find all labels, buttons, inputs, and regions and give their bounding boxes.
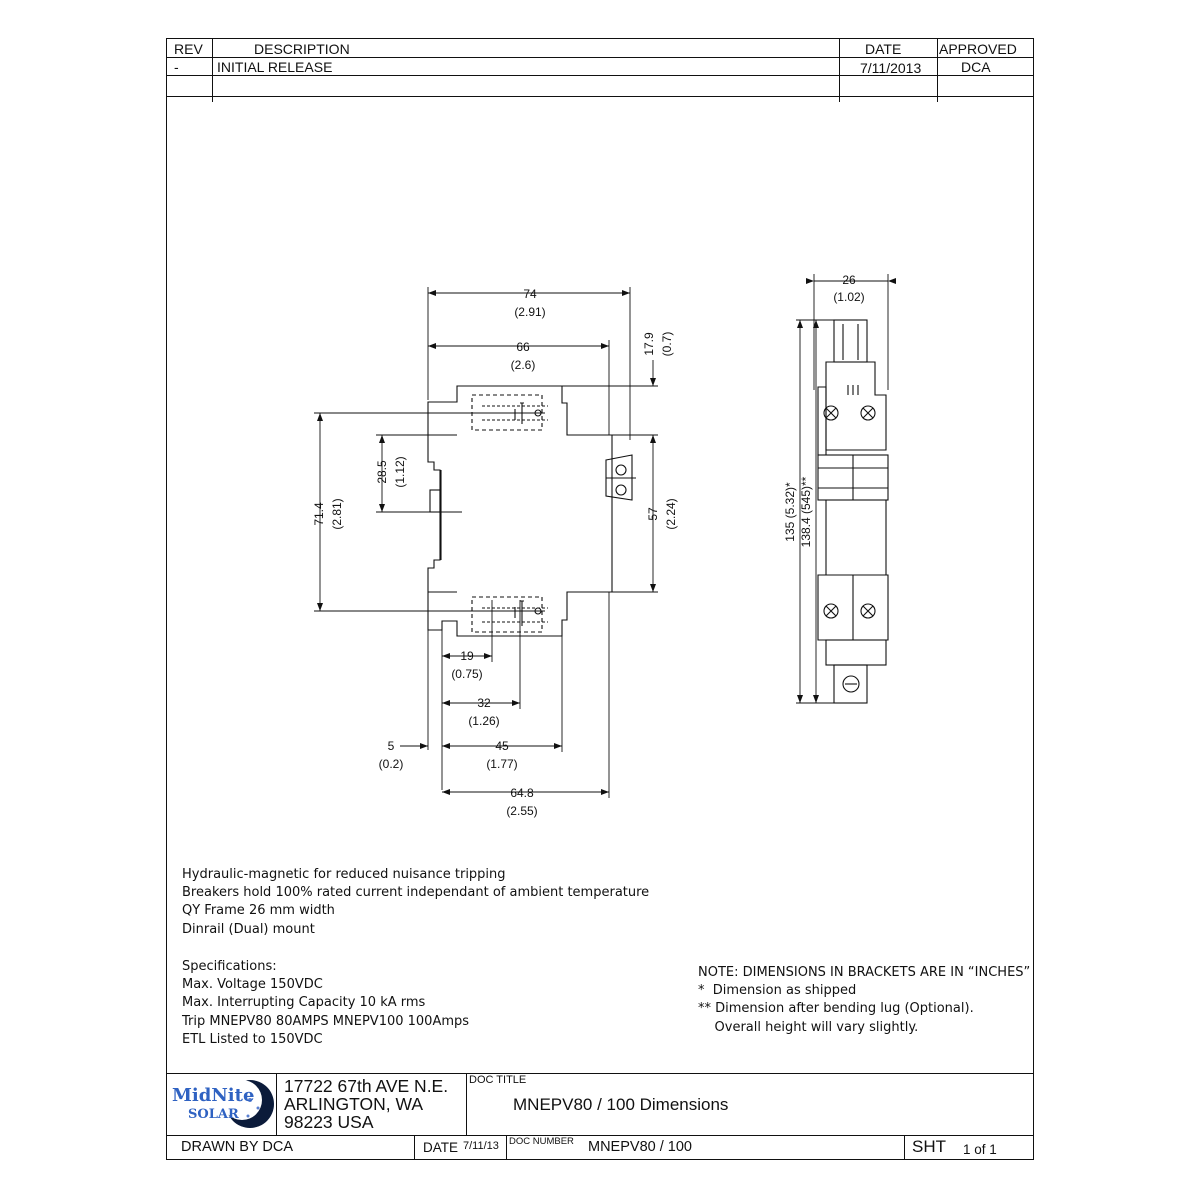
doc-number: MNEPV80 / 100 [588,1139,692,1155]
dim-71-4: 71.4 [312,502,326,526]
side-view-dimension-labels [783,273,865,547]
note-title: NOTE: DIMENSIONS IN BRACKETS ARE IN “INCHES” [698,965,1031,980]
description-value: INITIAL RELEASE [217,59,333,75]
note-line: * Dimension as shipped [698,983,857,999]
drawn-by: DRAWN BY DCA [181,1139,293,1155]
date-value: 7/11/13 [463,1140,499,1152]
dim-66-in: (2.6) [510,358,536,372]
doc-number-label: DOC NUMBER [509,1136,574,1147]
dim-66: 66 [516,340,530,354]
date-label: DATE [423,1140,459,1155]
spec-line: Trip MNEPV80 80AMPS MNEPV100 100Amps [182,1013,470,1029]
specifications [182,958,469,1049]
date-header: DATE [865,41,902,57]
company-logo [170,1076,274,1132]
dim-28-5: 28.5 [375,460,389,484]
note-line: ** Dimension after bending lug (Optional). [698,1001,974,1017]
dim-135: 135 (5.32)* [783,482,797,542]
dim-45-in: (1.77) [486,757,518,771]
dim-74-in: (2.91) [514,305,546,319]
dim-19: 19 [460,649,474,663]
dim-26: 26 [842,273,856,287]
doc-title: MNEPV80 / 100 Dimensions [513,1095,729,1114]
address-line: ARLINGTON, WA [284,1094,424,1114]
dim-28-5-in: (1.12) [393,456,407,488]
description-header: DESCRIPTION [254,41,350,57]
spec-line: ETL Listed to 150VDC [182,1031,323,1047]
dim-64-8: 64.8 [510,786,534,800]
sheet-value: 1 of 1 [963,1142,997,1157]
dim-5: 5 [387,739,395,753]
dim-138-4: 138.4 (545)** [799,476,813,548]
dim-32-in: (1.26) [468,714,500,728]
dimension-note [698,964,1030,1037]
features-list [182,866,649,939]
spec-line: Max. Voltage 150VDC [182,977,323,993]
dim-26-in: (1.02) [833,290,865,304]
dim-32: 32 [477,696,491,710]
svg-text:SOLAR: SOLAR [188,1107,239,1122]
dim-74: 74 [523,287,537,301]
date-value: 7/11/2013 [860,60,922,76]
dim-64-8-in: (2.55) [506,804,538,818]
svg-text:MidNite: MidNite [172,1085,255,1106]
front-view-dimension-labels [312,287,678,818]
feature-line: Breakers hold 100% rated current independant of ambient temperature [182,885,650,901]
dim-57: 57 [646,507,660,521]
note-line: Overall height will vary slightly. [698,1019,919,1035]
dim-57-in: (2.24) [664,498,678,530]
feature-line: QY Frame 26 mm width [182,903,335,919]
doc-title-label: DOC TITLE [469,1074,527,1086]
dim-17-9: 17.9 [642,332,656,356]
address-line: 17722 67th AVE N.E. [284,1076,449,1096]
front-view-body [428,386,636,636]
dim-71-4-in: (2.81) [330,498,344,530]
dim-17-9-in: (0.7) [660,331,674,357]
approved-value: DCA [961,59,991,75]
approved-header: APPROVED [939,41,1017,57]
dim-5-in: (0.2) [378,757,404,771]
feature-line: Dinrail (Dual) mount [182,921,315,937]
address-line: 98223 USA [284,1112,374,1132]
spec-line: Max. Interrupting Capacity 10 kA rms [182,995,426,1011]
feature-line: Hydraulic-magnetic for reduced nuisance tripping [182,867,506,882]
specifications-title: Specifications: [182,959,277,974]
rev-value: - [174,59,179,75]
dim-19-in: (0.75) [451,667,483,681]
company-address [284,1077,448,1131]
dim-45: 45 [495,739,509,753]
sheet-label: SHT [912,1137,946,1156]
side-view-body [818,320,888,703]
rev-header: REV [174,41,203,57]
